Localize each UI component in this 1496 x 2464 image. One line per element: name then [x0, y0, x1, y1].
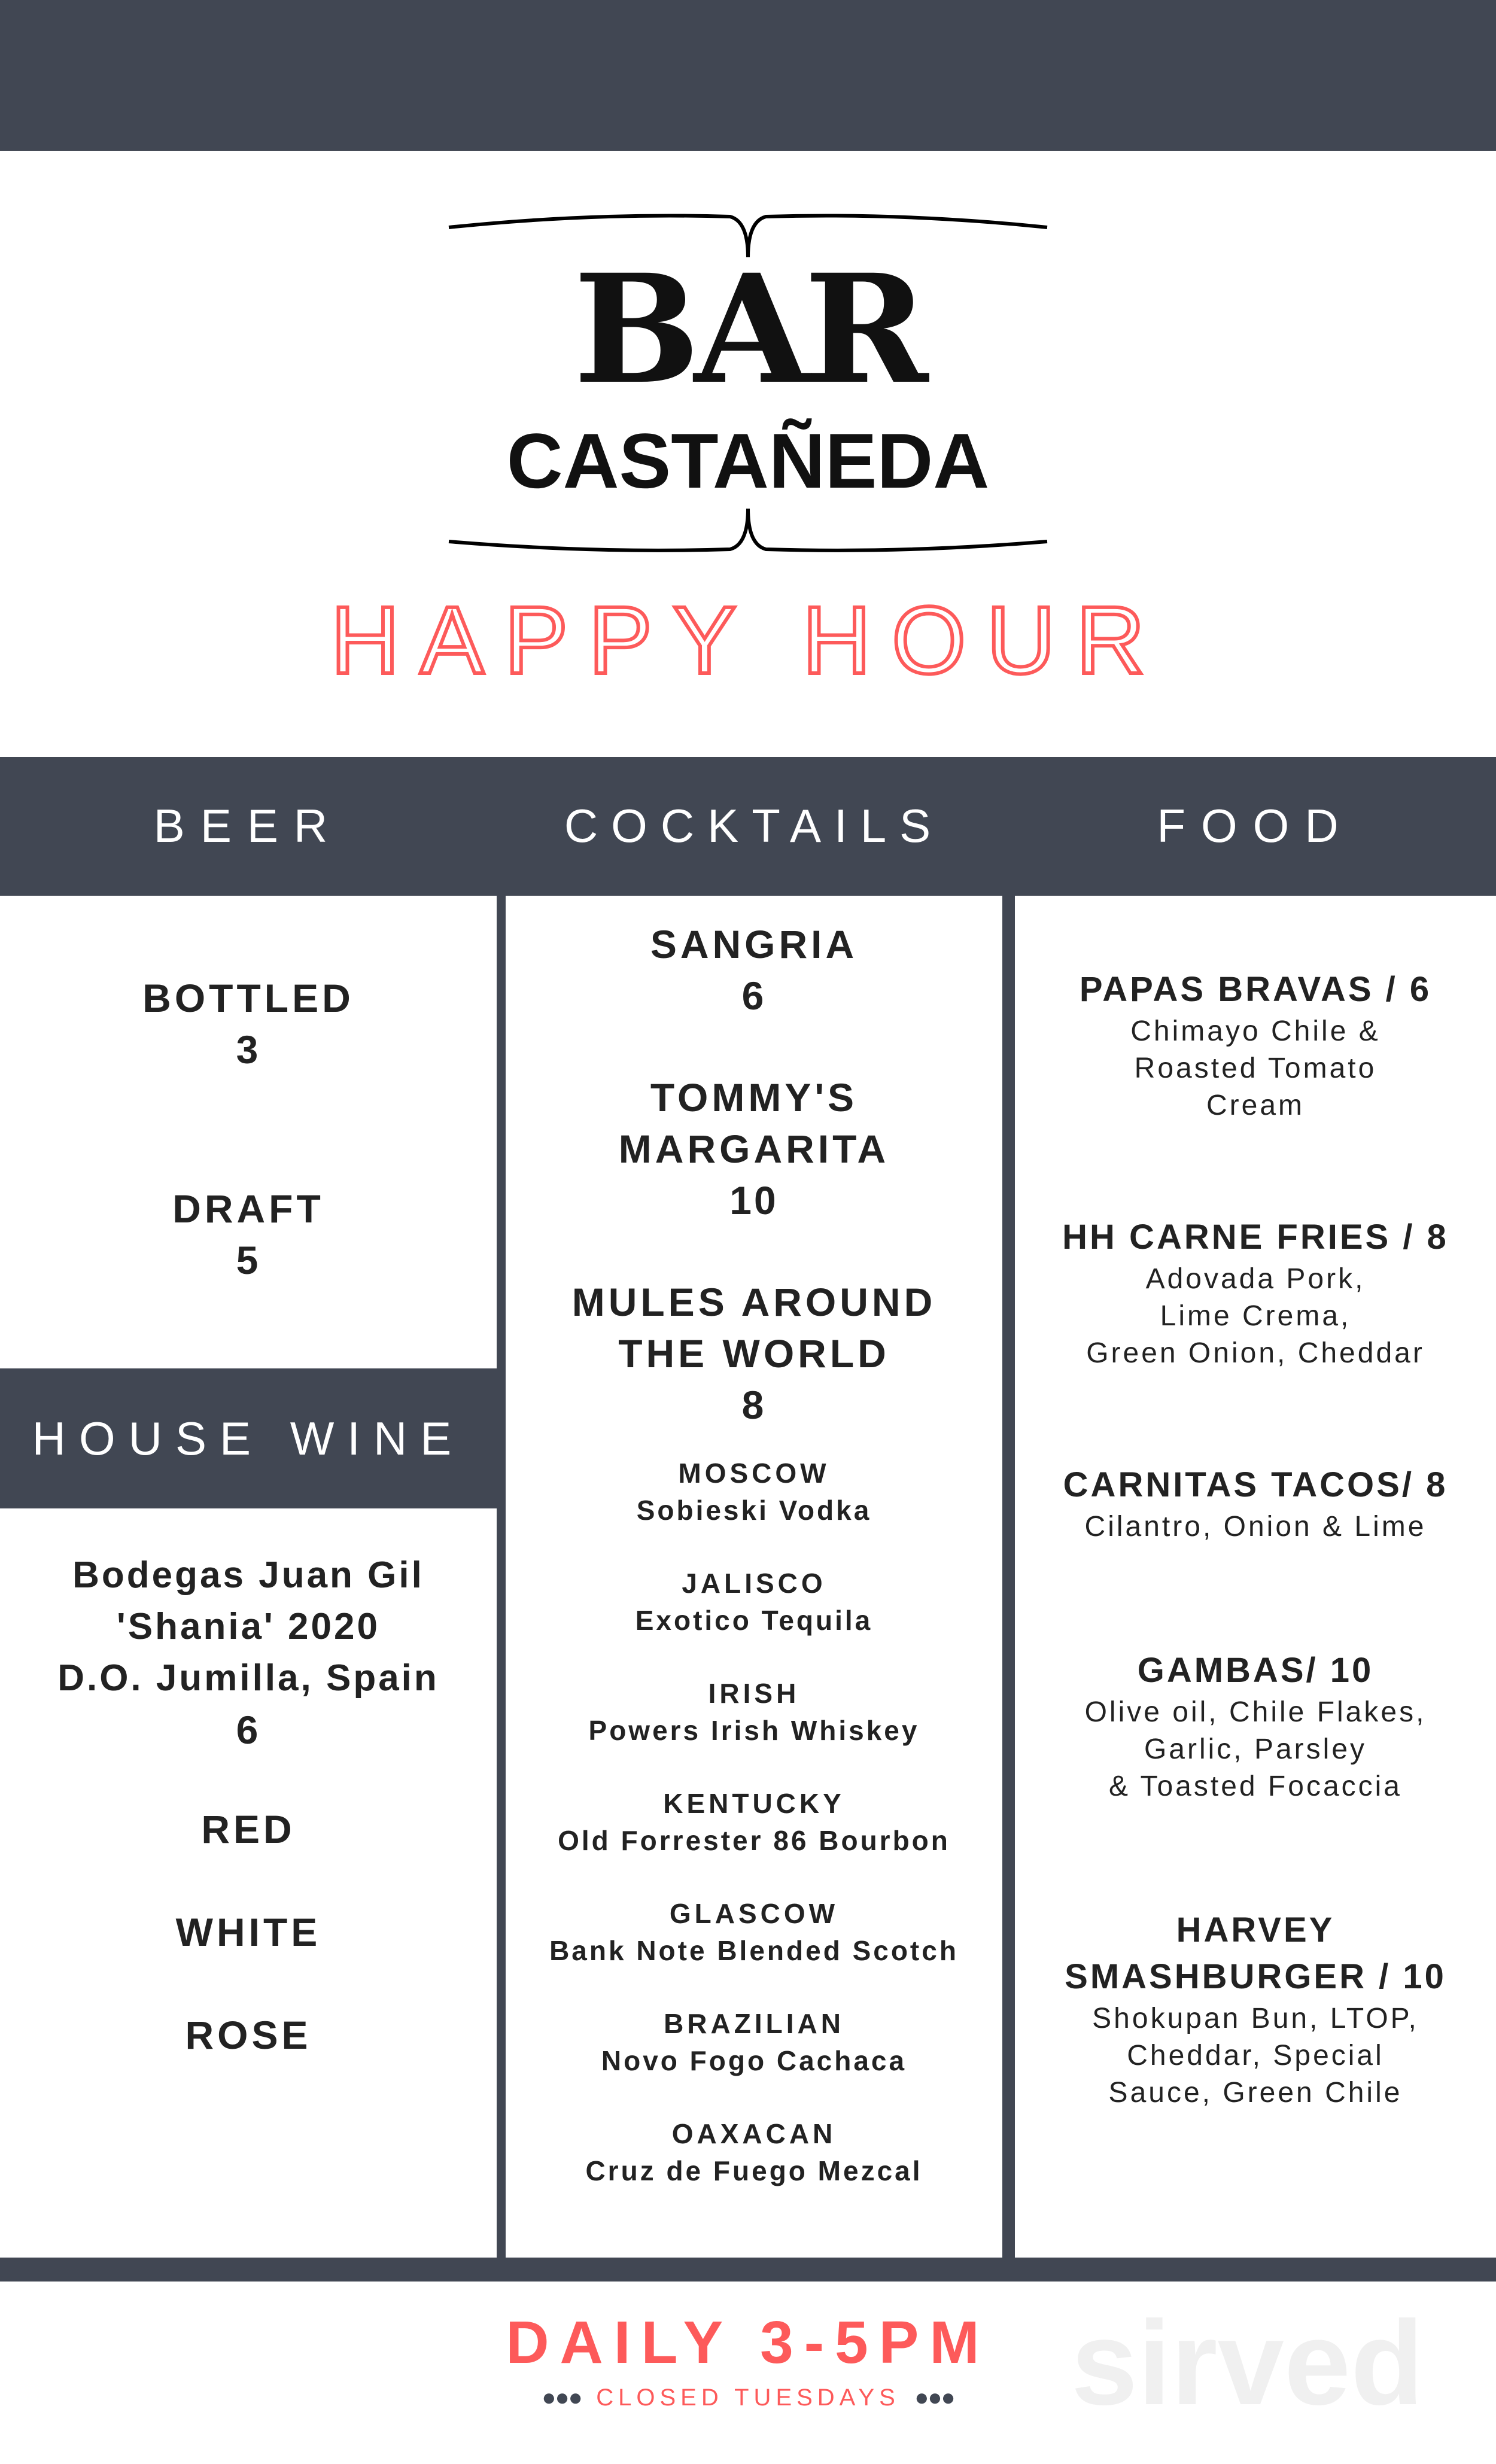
food-item-name: GAMBAS/ 10: [1137, 1651, 1374, 1690]
cocktail-margarita-name: TOMMY'S: [650, 1075, 858, 1120]
mule-variant-name: JALISCO: [682, 1568, 826, 1599]
mule-variant-spirit: Old Forrester 86 Bourbon: [558, 1825, 950, 1856]
wine-type-white: WHITE: [175, 1910, 321, 1954]
logo-bar-text: BAR: [573, 241, 923, 417]
daily-hours: DAILY 3-5PM: [506, 2309, 990, 2376]
mule-variant: [506, 1675, 1002, 1749]
mule-variant-name: MOSCOW: [678, 1458, 830, 1489]
beer-bottled-price: 3: [236, 1027, 261, 1072]
cocktail-mules-name: MULES AROUND: [571, 1280, 936, 1324]
wine-name-line: 'Shania' 2020: [117, 1606, 380, 1647]
food-item: [1015, 1907, 1496, 2112]
wine-price: 6: [236, 1708, 261, 1752]
food-item: [1015, 1462, 1496, 1546]
mule-variant: [506, 1895, 1002, 1969]
mule-variant-name: IRISH: [708, 1678, 800, 1709]
food-item-name: CARNITAS TACOS/ 8: [1063, 1465, 1448, 1504]
cocktails-column: [506, 918, 1002, 2225]
food-item-description: Sauce, Green Chile: [1108, 2077, 1403, 2109]
food-item-description: Chimayo Chile &: [1130, 1015, 1381, 1047]
closed-wrap: [0, 2384, 1496, 2411]
logo-castaneda-text: CASTAÑEDA: [506, 417, 990, 504]
beer-bottled-name: BOTTLED: [142, 976, 354, 1020]
mule-variants-list: [506, 1455, 1002, 2189]
food-item-description: Lime Crema,: [1160, 1300, 1351, 1332]
food-item-description: Garlic, Parsley: [1144, 1733, 1367, 1765]
mule-variant-spirit: Sobieski Vodka: [636, 1495, 872, 1526]
food-item-description: Olive oil, Chile Flakes,: [1084, 1696, 1427, 1728]
header-house-wine: HOUSE WINE: [32, 1412, 465, 1465]
happy-hour-title: HAPPY HOUR: [330, 586, 1166, 693]
cocktail-margarita-price: 10: [729, 1178, 779, 1222]
food-item-description: Cheddar, Special: [1127, 2040, 1384, 2071]
sirved-watermark: sirved: [1071, 2296, 1424, 2430]
food-item-description: Adovada Pork,: [1145, 1263, 1366, 1295]
mule-variant: [506, 2115, 1002, 2189]
food-item-name: HH CARNE FRIES / 8: [1062, 1218, 1449, 1257]
dots-icon: ●●●: [914, 2384, 954, 2411]
closed-tuesdays: CLOSED TUESDAYS: [596, 2384, 900, 2411]
wine-type-rose: ROSE: [185, 2013, 312, 2057]
food-column: [1015, 966, 1496, 2112]
food-item: [1015, 1647, 1496, 1805]
mule-variant: [506, 1785, 1002, 1859]
mule-variant-name: BRAZILIAN: [664, 2008, 844, 2039]
food-item-name: PAPAS BRAVAS / 6: [1079, 970, 1432, 1009]
mule-variant: [506, 2005, 1002, 2079]
food-item-name: HARVEY: [1176, 1911, 1335, 1949]
food-item: [1015, 966, 1496, 1124]
cocktail-margarita-name: MARGARITA: [618, 1127, 890, 1171]
mule-variant: [506, 1455, 1002, 1529]
header-beer: BEER: [153, 799, 343, 852]
food-item-description: & Toasted Focaccia: [1108, 1771, 1402, 1802]
header-cocktails: COCKTAILS: [564, 799, 944, 852]
food-item: [1015, 1214, 1496, 1372]
mule-variant-name: KENTUCKY: [663, 1788, 845, 1819]
bottom-bar: [0, 2258, 1496, 2282]
hours-wrap: [0, 2310, 1496, 2375]
beer-draft-name: DRAFT: [172, 1187, 324, 1231]
food-item-name: SMASHBURGER / 10: [1065, 1957, 1446, 1996]
column-divider: [1002, 896, 1015, 2266]
happy-hour-title-wrap: [0, 586, 1496, 693]
dots-icon: ●●●: [542, 2384, 582, 2411]
mule-variant-spirit: Cruz de Fuego Mezcal: [585, 2155, 923, 2186]
cocktail-mules-name: THE WORLD: [618, 1331, 890, 1376]
food-item-description: Shokupan Bun, LTOP,: [1092, 2003, 1419, 2034]
mule-variant-name: OAXACAN: [671, 2118, 837, 2149]
house-wine-band: [0, 1368, 497, 1508]
column-divider: [497, 896, 506, 2266]
top-bar: [0, 0, 1496, 151]
mule-variant: [506, 1565, 1002, 1639]
cocktail-sangria-name: SANGRIA: [650, 922, 858, 966]
food-item-description: Cream: [1206, 1090, 1305, 1121]
beer-column: [0, 972, 497, 1286]
logo: [443, 209, 1053, 556]
beer-draft-price: 5: [236, 1238, 261, 1282]
mule-variant-name: GLASCOW: [669, 1898, 839, 1929]
food-item-description: Green Onion, Cheddar: [1086, 1337, 1425, 1369]
header-food: FOOD: [1157, 799, 1354, 852]
mule-variant-spirit: Exotico Tequila: [635, 1605, 873, 1636]
cocktail-sangria-price: 6: [741, 974, 767, 1018]
mule-variant-spirit: Powers Irish Whiskey: [588, 1715, 920, 1746]
food-item-description: Roasted Tomato: [1134, 1052, 1377, 1084]
mule-variant-spirit: Bank Note Blended Scotch: [549, 1935, 959, 1966]
mule-variant-spirit: Novo Fogo Cachaca: [601, 2045, 907, 2076]
wine-column: [0, 1550, 497, 2061]
wine-type-red: RED: [201, 1807, 296, 1851]
food-item-description: Cilantro, Onion & Lime: [1084, 1511, 1427, 1543]
cocktail-mules-price: 8: [741, 1383, 767, 1427]
wine-name-line: D.O. Jumilla, Spain: [57, 1657, 439, 1699]
wine-name-line: Bodegas Juan Gil: [72, 1555, 424, 1596]
